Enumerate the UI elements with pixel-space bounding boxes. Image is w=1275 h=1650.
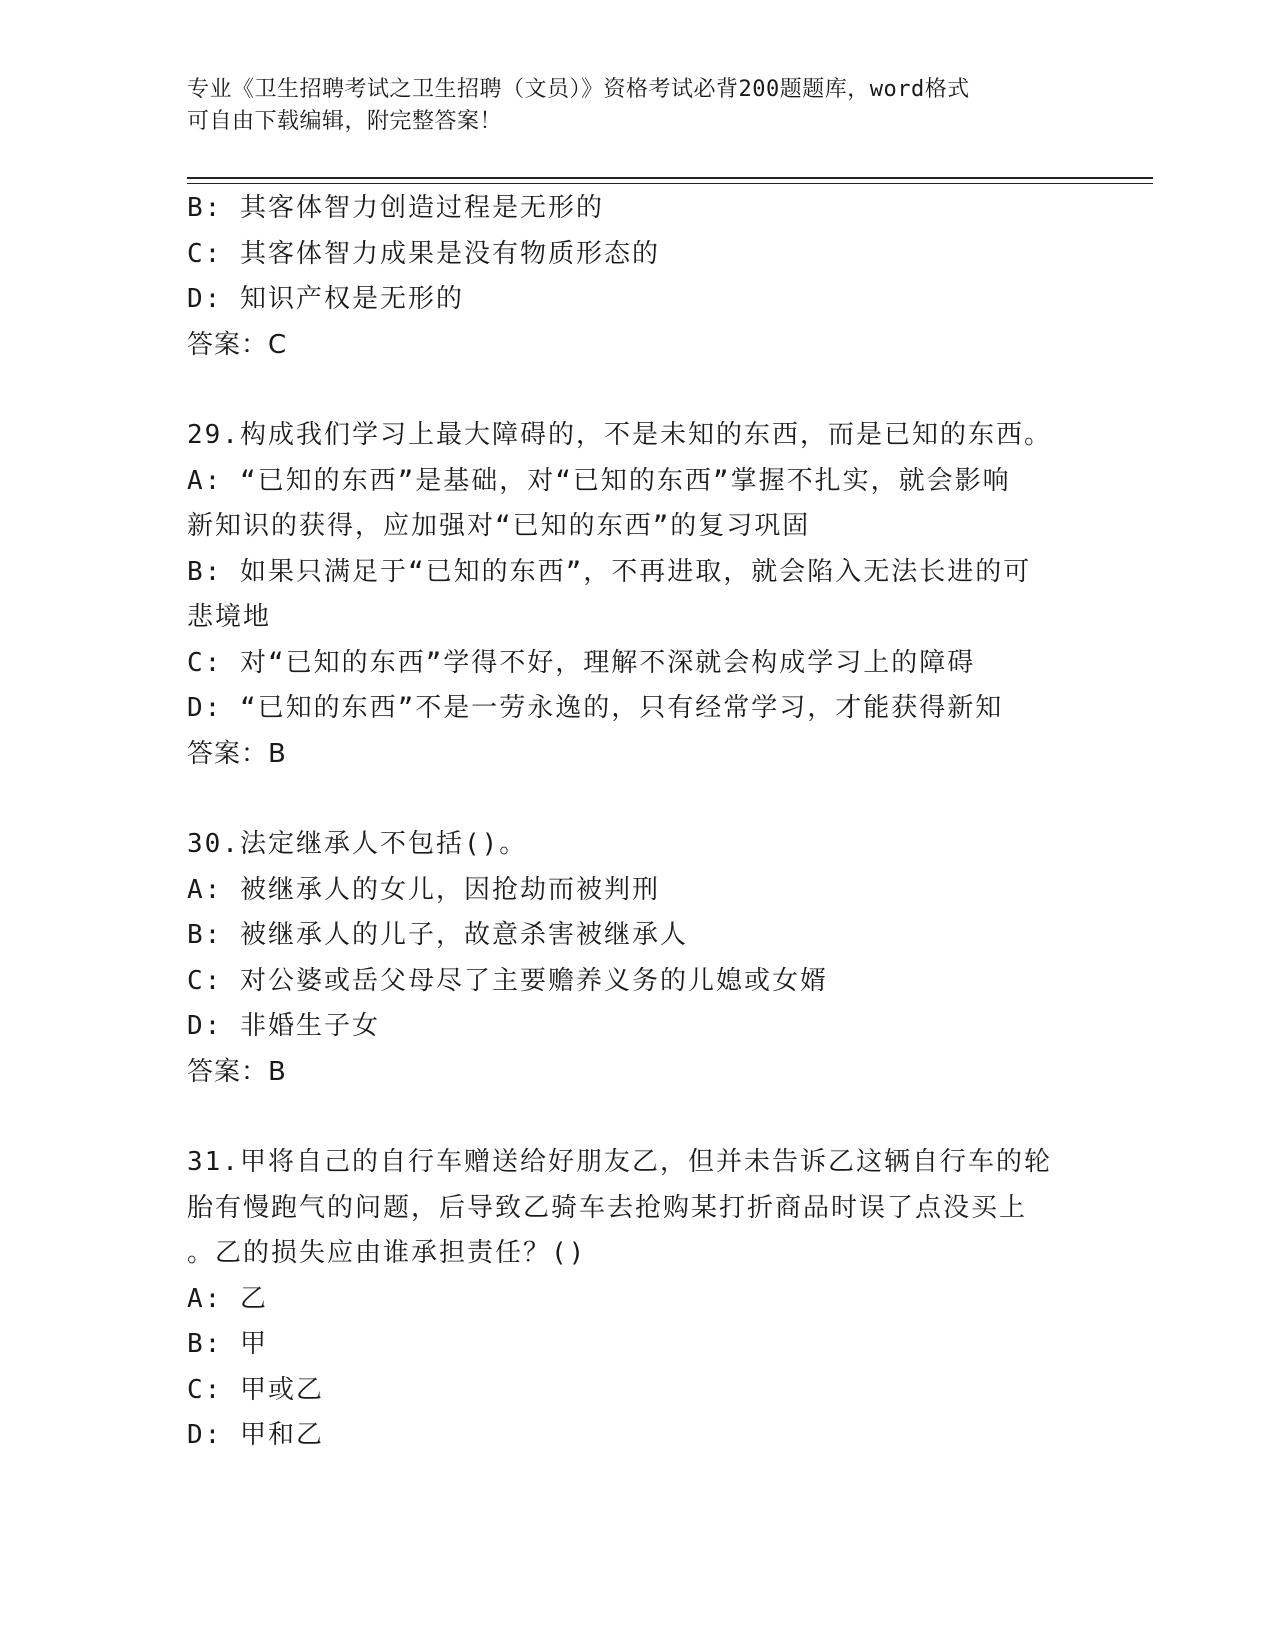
question-30 [187, 822, 1087, 1095]
option-d: D: “已知的东西”不是一劳永逸的，只有经常学习，才能获得新知 [187, 693, 1004, 723]
header-divider-thick [187, 177, 1153, 179]
option-b: B: 其客体智力创造过程是无形的 [187, 193, 604, 223]
answer: 答案：B [187, 738, 287, 769]
option-d: D: 甲和乙 [187, 1420, 324, 1450]
answer: 答案：C [187, 329, 288, 360]
option-c: C: 其客体智力成果是没有物质形态的 [187, 238, 660, 269]
option-b: B: 甲 [187, 1329, 268, 1359]
question-28 [187, 186, 1087, 368]
option-b: B: 被继承人的儿子，故意杀害被继承人 [187, 920, 688, 950]
header-divider-thin [187, 183, 1153, 184]
option-b-line-2: 悲境地 [187, 602, 272, 632]
option-d: D: 知识产权是无形的 [187, 284, 464, 314]
answer: 答案：B [187, 1056, 287, 1087]
header-line-2: 可自由下载编辑，附完整答案！ [187, 109, 503, 134]
question-stem: 29.构成我们学习上最大障碍的，不是未知的东西，而是已知的东西。 [187, 420, 1052, 450]
option-b-line-1: B: 如果只满足于“已知的东西”，不再进取，就会陷入无法长进的可 [187, 556, 1032, 587]
option-c: C: 对公婆或岳父母尽了主要赡养义务的儿媳或女婿 [187, 965, 828, 996]
option-c: C: 甲或乙 [187, 1374, 324, 1405]
option-c: C: 对“已知的东西”学得不好，理解不深就会构成学习上的障碍 [187, 647, 976, 678]
option-d: D: 非婚生子女 [187, 1011, 380, 1041]
question-stem: 30.法定继承人不包括()。 [187, 829, 528, 859]
question-29 [187, 413, 1087, 777]
document-header [187, 74, 1087, 138]
question-stem-line-1: 31.甲将自己的自行车赠送给好朋友乙，但并未告诉乙这辆自行车的轮 [187, 1147, 1052, 1177]
question-stem-line-2: 胎有慢跑气的问题，后导致乙骑车去抢购某打折商品时误了点没买上 [187, 1192, 1028, 1223]
question-31 [187, 1140, 1087, 1459]
header-line-1: 专业《卫生招聘考试之卫生招聘（文员）》资格考试必背200题题库，word格式 [187, 77, 970, 102]
option-a: A: 乙 [187, 1283, 268, 1314]
option-a-line-1: A: “已知的东西”是基础，对“已知的东西”掌握不扎实，就会影响 [187, 465, 1011, 496]
option-a-line-2: 新知识的获得，应加强对“已知的东西”的复习巩固 [187, 511, 811, 541]
option-a: A: 被继承人的女儿，因抢劫而被判刑 [187, 874, 660, 905]
question-stem-line-3: 。乙的损失应由谁承担责任？() [187, 1238, 587, 1268]
question-content [187, 186, 1087, 1459]
